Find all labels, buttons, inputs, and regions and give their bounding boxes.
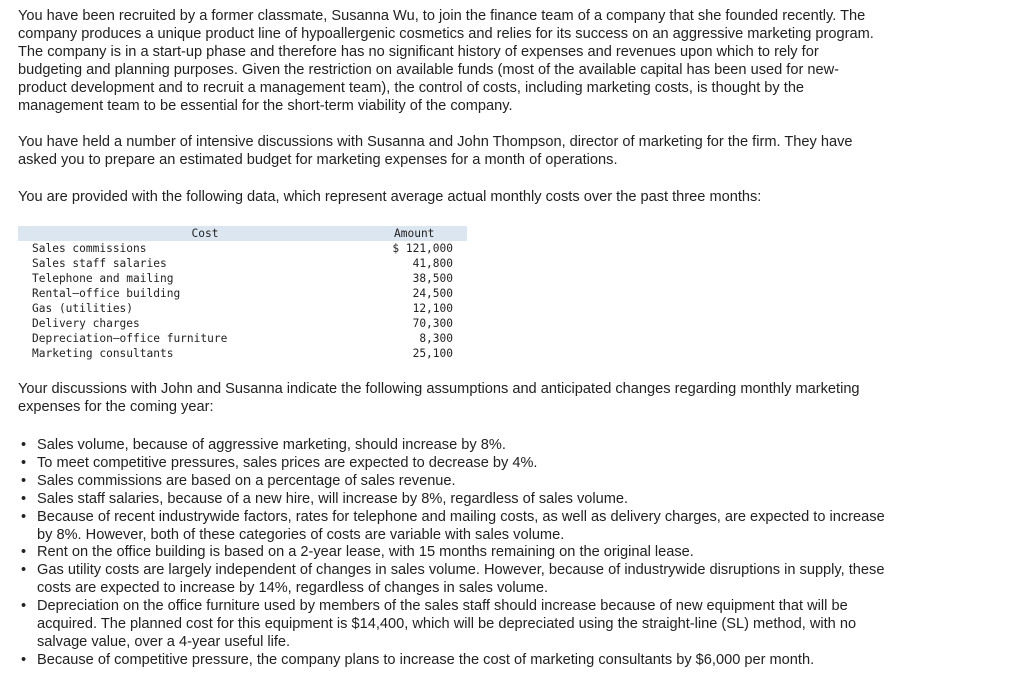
bullet-icon: • bbox=[21, 562, 27, 579]
assumption-text: Depreciation on the office furniture used by members of the sales staff should increase because of new equipment that will be acquired. The planned cost for this equipment is $14,400, which will be depreciated using the straight-line (SL) method, with no salvage value, over a 4-year useful life. bbox=[37, 598, 857, 650]
table-row bbox=[18, 316, 467, 331]
list-item bbox=[18, 473, 968, 491]
assumption-text: Sales staff salaries, because of a new hire, will increase by 8%, regardless of sales volume. bbox=[37, 490, 629, 507]
list-item bbox=[18, 437, 968, 455]
assumption-text: Rent on the office building is based on a 2-year lease, with 15 months remaining on the original lease. bbox=[37, 544, 694, 561]
table-body bbox=[18, 241, 467, 361]
cost-item-amount: 24,500 bbox=[412, 287, 453, 301]
cost-item-label: Marketing consultants bbox=[32, 347, 174, 361]
assumption-text: Because of recent industrywide factors, rates for telephone and mailing costs, as well as delivery charges, are expected to increase by 8%. However, both of these categories of costs are variable with sales volume. bbox=[37, 508, 885, 543]
table-row bbox=[18, 301, 467, 316]
intro-paragraph-2: You have held a number of intensive discussions with Susanna and John Thompson, director of marketing for the firm. They have asked you to prepare an estimated budget for marketing expenses for a month of operations. bbox=[18, 134, 853, 169]
cost-item-label: Sales commissions bbox=[32, 242, 147, 256]
bullet-icon: • bbox=[21, 508, 27, 525]
cost-column-header: Cost bbox=[18, 226, 378, 241]
assumption-text: Sales commissions are based on a percentage of sales revenue. bbox=[37, 472, 456, 489]
cost-item-amount: 38,500 bbox=[412, 272, 453, 286]
cost-item-label: Rental—office building bbox=[32, 287, 181, 301]
bullet-icon: • bbox=[21, 490, 27, 507]
list-item bbox=[18, 598, 968, 652]
list-item bbox=[18, 562, 968, 598]
list-item bbox=[18, 509, 968, 545]
list-item bbox=[18, 455, 968, 473]
amount-column-header: Amount bbox=[378, 226, 467, 241]
list-item bbox=[18, 544, 968, 562]
list-item bbox=[18, 491, 968, 509]
intro-paragraph-1: You have been recruited by a former classmate, Susanna Wu, to join the finance team of a company that she founded recently. The company produces a unique product line of hypoallergenic cosmetics and relies for its success on an aggressive marketing program. The company is in a start-up phase and therefore has no significant history of expenses and revenues upon which to rely for budgeting and planning purposes. Given the restriction on available funds (most of the available capital has been used for new- product development and to recruit a management team), the control of costs, including marketing costs, is thought by the management team to be essential for the short-term viability of the company. bbox=[18, 8, 874, 114]
table-row bbox=[18, 346, 467, 361]
cost-item-label: Depreciation—office furniture bbox=[32, 332, 228, 346]
table-row bbox=[18, 286, 467, 301]
assumptions-list bbox=[18, 437, 968, 670]
cost-item-label: Delivery charges bbox=[32, 317, 140, 331]
cost-item-amount: 70,300 bbox=[412, 317, 453, 331]
assumption-text: Gas utility costs are largely independent of changes in sales volume. However, because of industrywide disruptions in supply, these costs are expected to increase by 14%, regardless of changes in sales volume. bbox=[37, 562, 885, 597]
table-header-row bbox=[18, 226, 467, 241]
bullet-icon: • bbox=[21, 651, 27, 668]
table-row bbox=[18, 331, 467, 346]
cost-item-label: Sales staff salaries bbox=[32, 257, 167, 271]
bullet-icon: • bbox=[21, 454, 27, 471]
table-row bbox=[18, 271, 467, 286]
problem-document bbox=[18, 8, 968, 670]
table-row bbox=[18, 241, 467, 256]
cost-item-amount: 41,800 bbox=[412, 257, 453, 271]
table-row bbox=[18, 256, 467, 271]
cost-item-amount: 25,100 bbox=[412, 347, 453, 361]
cost-item-amount: 8,300 bbox=[419, 332, 453, 346]
cost-item-label: Gas (utilities) bbox=[32, 302, 134, 316]
list-item bbox=[18, 652, 968, 670]
monthly-costs-table bbox=[18, 226, 467, 361]
assumption-text: Sales volume, because of aggressive marketing, should increase by 8%. bbox=[37, 436, 506, 453]
bullet-icon: • bbox=[21, 598, 27, 615]
assumption-text: To meet competitive pressures, sales prices are expected to decrease by 4%. bbox=[37, 454, 538, 471]
intro-paragraph-3: You are provided with the following data, which represent average actual monthly costs over the past three months: bbox=[18, 189, 762, 206]
discussion-paragraph: Your discussions with John and Susanna indicate the following assumptions and anticipated changes regarding monthly marketing expenses for the coming year: bbox=[18, 381, 860, 416]
bullet-icon: • bbox=[21, 472, 27, 489]
bullet-icon: • bbox=[21, 544, 27, 561]
cost-item-label: Telephone and mailing bbox=[32, 272, 174, 286]
bullet-icon: • bbox=[21, 436, 27, 453]
assumption-text: Because of competitive pressure, the company plans to increase the cost of marketing consultants by $6,000 per month. bbox=[37, 651, 815, 668]
cost-item-amount: $ 121,000 bbox=[392, 242, 453, 256]
cost-item-amount: 12,100 bbox=[412, 302, 453, 316]
